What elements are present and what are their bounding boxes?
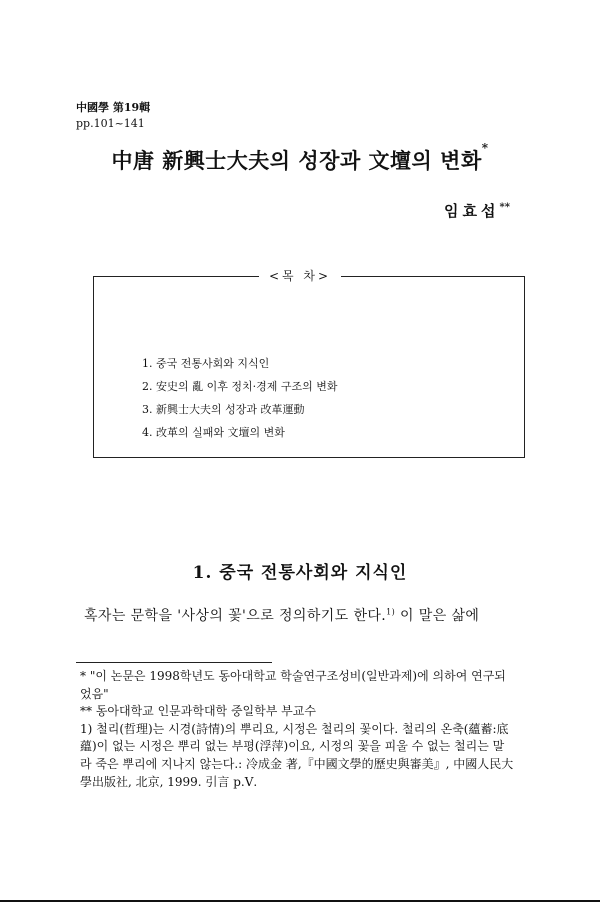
footnote-funding: * "이 논문은 1998학년도 동아대학교 학술연구조성비(일반과제)에 의하여 연구되었음" [80,669,506,701]
footnote-affiliation: ** 동아대학교 인문과학대학 중일학부 부교수 [80,704,316,719]
toc-heading [0,268,600,284]
footnote-divider [76,662,272,663]
toc-item: 2. 安史의 亂 이후 정치·경제 구조의 변화 [142,380,338,393]
page-bottom-rule [0,900,600,902]
footnote-1: 1) 철리(哲理)는 시경(詩情)의 뿌리요, 시정은 철리의 꽃이다. 철리의 온축(蘊蓄:底蘊)이 없는 시정은 뿌리 없는 부평(浮萍)이요, 시정의 꽃을 피울 수 없는 철리는 말라 죽은 뿌리에 지나지 않는다.: 冷成金 著,『中國文學的歷史與審美』, 中國人民大學出版社, 北京, 1999. 引言 p.Ⅴ. [80,721,514,789]
toc-item: 4. 改革의 실패와 文壇의 변화 [142,426,285,439]
journal-info [76,100,150,132]
toc-item: 3. 新興士大夫의 성장과 改革運動 [142,403,305,416]
body-paragraph [84,605,479,625]
paper-title-text: 中唐 新興士大夫의 성장과 文壇의 변화 [111,148,482,173]
author-footnote-mark: ** [499,202,510,213]
body-text-continued: 이 말은 삶에 [395,608,480,624]
journal-pages: pp.101~141 [76,117,145,130]
section-heading: 1. 중국 전통사회와 지식인 [192,563,408,583]
paper-title [0,141,600,175]
toc-item: 1. 중국 전통사회와 지식인 [142,357,270,370]
journal-name: 中國學 第19輯 [76,101,151,114]
title-footnote-mark: * [481,141,489,155]
footnotes [80,668,515,791]
author [444,200,510,221]
toc-list [142,352,337,444]
body-text: 혹자는 문학을 '사상의 꽃'으로 정의하기도 한다. [84,608,387,624]
author-name: 임효섭 [444,202,500,220]
toc-heading-text: <목 차> [259,269,341,283]
footnote-ref: 1) [386,607,396,617]
